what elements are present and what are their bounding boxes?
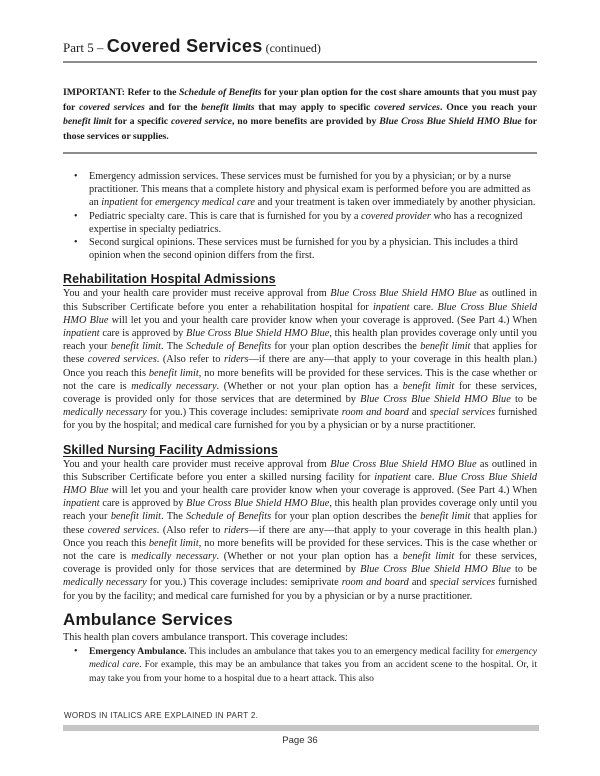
section-rehabilitation-hospital-admissions bbox=[63, 273, 537, 432]
ambulance-heading: Ambulance Services bbox=[63, 609, 233, 629]
page-header bbox=[63, 36, 537, 63]
footer-bar bbox=[63, 725, 539, 731]
list-item-text: Emergency admission services. These services must be furnished for you by a physician; or by a nurse practitioner. This means that a complete history and physical exam is performed before you are admitted as an inpatient for emergency medical care and your treatment is taken over immediately by another physician. bbox=[89, 171, 536, 209]
section-heading: Skilled Nursing Facility Admissions bbox=[63, 442, 278, 457]
section-skilled-nursing-facility-admissions bbox=[63, 444, 537, 603]
section-paragraph: You and your health care provider must receive approval from Blue Cross Blue Shield HMO Blue as outlined in this Subscriber Certificate before you enter a rehabilitation hospital for inpatient care. Blue Cross Blue Shield HMO Blue will let you and your health care provider know when your coverage is approved. (See Part 4.) When inpatient care is approved by Blue Cross Blue Shield HMO Blue, this health plan provides coverage only until you reach your benefit limit. The Schedule of Benefits for your plan option describes the benefit limit that applies for these covered services. (Also refer to riders—if there are any—that apply to your coverage in this health plan.) Once you reach this benefit limit, no more benefits will be provided for these services. This is the case whether or not the care is medically necessary. (Whether or not your plan option has a benefit limit for these services, coverage is provided only for those services that are determined by Blue Cross Blue Shield HMO Blue to be medically necessary for you.) This coverage includes: semiprivate room and board and special services furnished for you by the hospital; and medical care furnished for you by a physician or by a nurse practitioner. bbox=[63, 288, 538, 432]
page-number: Page 36 bbox=[282, 735, 318, 746]
bullet-icon: • bbox=[74, 210, 78, 222]
list-item bbox=[63, 236, 537, 262]
footer-note: WORDS IN ITALICS ARE EXPLAINED IN PART 2. bbox=[64, 711, 259, 720]
section-heading: Rehabilitation Hospital Admissions bbox=[63, 272, 276, 287]
covered-services-list bbox=[63, 170, 537, 262]
ambulance-intro: This health plan covers ambulance transport. This coverage includes: bbox=[63, 631, 348, 643]
page-title: Covered Services bbox=[106, 36, 263, 56]
bullet-icon: • bbox=[74, 646, 78, 658]
continued-label: (continued) bbox=[262, 41, 321, 55]
section-ambulance-services bbox=[63, 610, 537, 685]
list-item bbox=[63, 645, 537, 685]
section-paragraph: You and your health care provider must receive approval from Blue Cross Blue Shield HMO Blue as outlined in this Subscriber Certificate before you enter a skilled nursing facility for inpatient care. Blue Cross Blue Shield HMO Blue will let you and your health care provider know when your coverage is approved. (See Part 4.) When inpatient care is approved by Blue Cross Blue Shield HMO Blue, this health plan provides coverage only until you reach your benefit limit. The Schedule of Benefits for your plan option describes the benefit limit that applies for these covered services. (Also refer to riders—if there are any—that apply to your coverage in this health plan.) Once you reach this benefit limit, no more benefits will be provided for these services. This is the case whether or not the care is medically necessary. (Whether or not your plan option has a benefit limit for these services, coverage is provided only for those services that are determined by Blue Cross Blue Shield HMO Blue to be medically necessary for you.) This coverage includes: semiprivate room and board and special services furnished for you by the facility; and medical care furnished for you by a physician or by a nurse practitioner. bbox=[63, 458, 538, 602]
bullet-icon: • bbox=[74, 237, 78, 249]
list-item-text: Pediatric specialty care. This is care that is furnished for you by a covered provider who has a recognized expertise in specialty pediatrics. bbox=[89, 210, 523, 235]
ambulance-list bbox=[63, 645, 537, 685]
list-item bbox=[63, 170, 537, 210]
page-content bbox=[63, 36, 537, 685]
list-item-text: Emergency Ambulance. This includes an ambulance that takes you to an emergency medical facility for emergency medical care. For example, this may be an ambulance that takes you from an accident scene to the hospital. Or, it may take you from your home to a hospital due to a heart attack. This also bbox=[89, 646, 537, 684]
important-notice: IMPORTANT: Refer to the Schedule of Benefits for your plan option for the cost share amounts that you must pay for covered services and for the benefit limits that may apply to specific covered services. Once you reach your benefit limit for a specific covered service, no more benefits are provided by Blue Cross Blue Shield HMO Blue for those services or supplies. bbox=[63, 87, 537, 142]
list-item bbox=[63, 210, 537, 236]
divider-rule bbox=[63, 152, 537, 154]
list-item-text: Second surgical opinions. These services must be furnished for you by a physician. This includes a third opinion when the second opinion differs from the first. bbox=[89, 237, 518, 262]
bullet-icon: • bbox=[74, 171, 78, 182]
part-label: Part 5 – bbox=[63, 40, 107, 55]
